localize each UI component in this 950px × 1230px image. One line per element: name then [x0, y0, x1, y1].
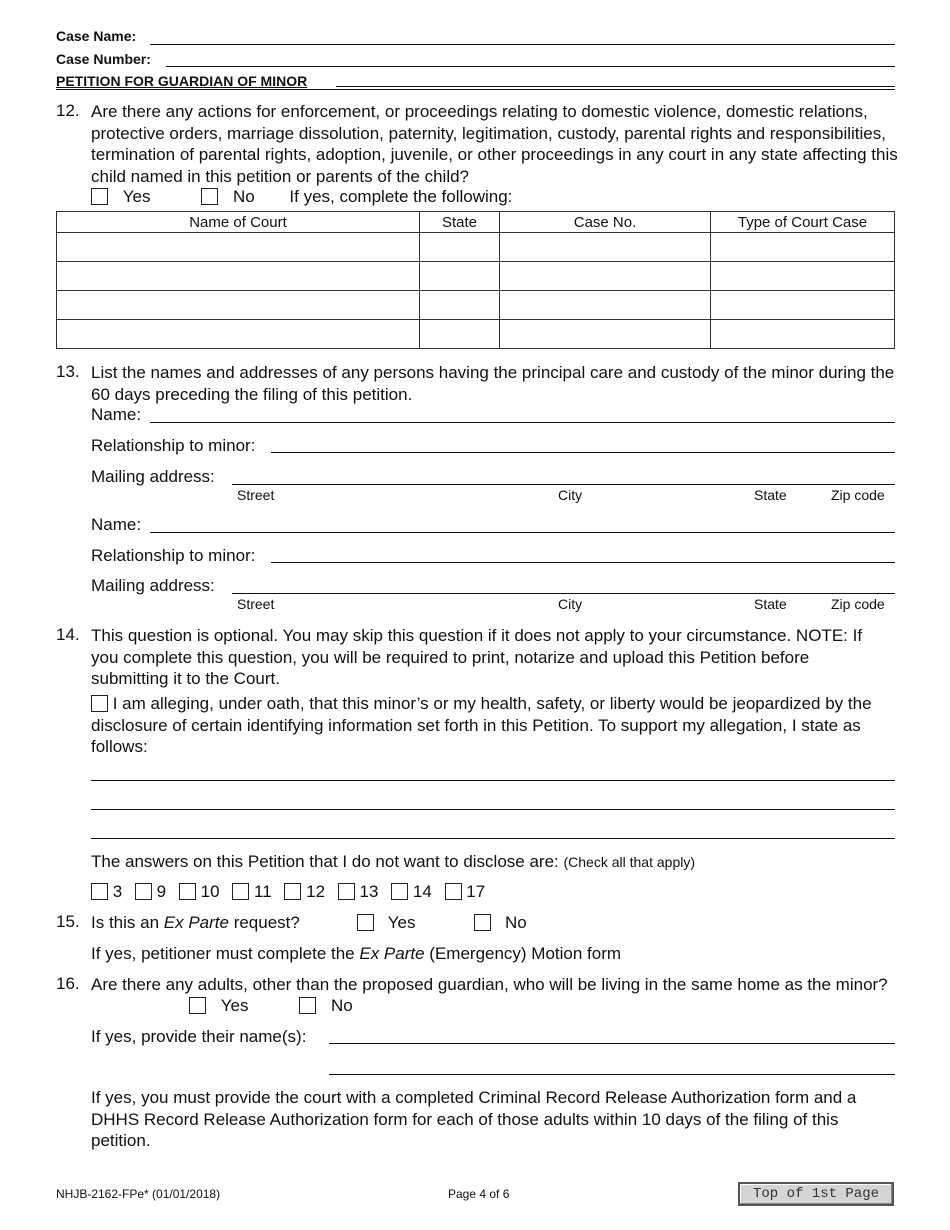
cell[interactable]: [57, 320, 420, 349]
q16-names-field-2[interactable]: [329, 1074, 895, 1075]
cell[interactable]: [420, 320, 500, 349]
form-id: NHJB-2162-FPe* (01/01/2018): [56, 1187, 221, 1201]
q14-disclose: [91, 851, 695, 874]
q12-yes-label: Yes: [122, 187, 151, 206]
q12-number: 12.: [56, 101, 80, 120]
court-table: [56, 211, 895, 349]
col-state: State: [420, 212, 500, 233]
cell[interactable]: [420, 233, 500, 262]
zip-caption: Zip code: [831, 596, 885, 612]
q13-relationship-label-2: Relationship to minor:: [91, 546, 256, 565]
q14-option-12-label: 12: [306, 882, 326, 901]
q14-option-17-label: 17: [466, 882, 486, 901]
q12-no-checkbox[interactable]: [201, 188, 218, 205]
q15-prefix: Is this an: [91, 913, 164, 932]
q14-support-line-3[interactable]: [91, 838, 895, 839]
cell[interactable]: [711, 262, 895, 291]
q15-note-suffix: (Emergency) Motion form: [424, 944, 622, 963]
q16-number: 16.: [56, 974, 80, 993]
q15-note-prefix: If yes, petitioner must complete the: [91, 944, 360, 963]
q14-text: This question is optional. You may skip this question if it does not apply to your circumstance. NOTE: If you complete this question, you will be required to print, notarize and upload this Petition before submitting it to the Court.: [91, 626, 863, 688]
q15-no-checkbox[interactable]: [474, 914, 491, 931]
q15-question: [91, 912, 300, 934]
q13-name-label-1: Name:: [91, 405, 142, 424]
q14-option-11-checkbox[interactable]: [232, 883, 249, 900]
case-name-field[interactable]: [150, 44, 895, 45]
case-number-field[interactable]: [166, 66, 895, 67]
q15-no-label: No: [504, 913, 527, 932]
q15-note: [91, 943, 621, 965]
cell[interactable]: [500, 262, 711, 291]
q13-name-field-1[interactable]: [150, 422, 895, 423]
cell[interactable]: [57, 233, 420, 262]
q13-relationship-label-1: Relationship to minor:: [91, 436, 256, 455]
table-row: [57, 291, 895, 320]
q14-option-3-checkbox[interactable]: [91, 883, 108, 900]
q13-address-label-2: Mailing address:: [91, 576, 215, 595]
cell[interactable]: [500, 291, 711, 320]
page-number: Page 4 of 6: [448, 1187, 510, 1201]
q13-address-field-1[interactable]: [232, 484, 895, 485]
q16-no-checkbox[interactable]: [299, 997, 316, 1014]
q14-option-13-checkbox[interactable]: [338, 883, 355, 900]
q14-option-11-label: 11: [254, 882, 272, 901]
q16-yes-checkbox[interactable]: [189, 997, 206, 1014]
cell[interactable]: [500, 320, 711, 349]
cell[interactable]: [420, 262, 500, 291]
q14-allegation-checkbox[interactable]: [91, 695, 108, 712]
q14-disclose-note: (Check all that apply): [563, 854, 696, 870]
q14-option-17-checkbox[interactable]: [445, 883, 462, 900]
q16-names-label: If yes, provide their name(s):: [91, 1027, 307, 1046]
header-divider: [56, 89, 895, 90]
q13-number: 13.: [56, 362, 80, 381]
q15-yes-label: Yes: [387, 913, 416, 932]
q14-option-14-checkbox[interactable]: [391, 883, 408, 900]
top-of-first-page-button[interactable]: Top of 1st Page: [738, 1182, 894, 1206]
q14-options: [91, 881, 485, 903]
table-row: [57, 262, 895, 291]
q15-suffix: request?: [228, 913, 300, 932]
q16-names-field-1[interactable]: [329, 1043, 895, 1044]
q16-text: Are there any adults, other than the proposed guardian, who will be living in the same home as the minor?: [91, 975, 888, 994]
city-caption: City: [558, 487, 583, 503]
q15-yes-checkbox[interactable]: [357, 914, 374, 931]
q14-support-line-1[interactable]: [91, 780, 895, 781]
street-caption: Street: [237, 596, 275, 612]
cell[interactable]: [420, 291, 500, 320]
q14-allegation-block: [91, 693, 901, 758]
q13-relationship-field-1[interactable]: [271, 452, 895, 453]
q16-options: [189, 995, 353, 1017]
q14-option-9-checkbox[interactable]: [135, 883, 152, 900]
q13-relationship-field-2[interactable]: [271, 562, 895, 563]
col-name-of-court: Name of Court: [57, 212, 420, 233]
q12-options: [91, 186, 791, 208]
col-case-no: Case No.: [500, 212, 711, 233]
form-title: PETITION FOR GUARDIAN OF MINOR: [56, 73, 308, 89]
street-caption: Street: [237, 487, 275, 503]
state-caption: State: [754, 596, 787, 612]
q13-name-label-2: Name:: [91, 515, 142, 534]
q12-no-label: No: [232, 187, 255, 206]
city-caption: City: [558, 596, 583, 612]
q16-note: If yes, you must provide the court with a completed Criminal Record Release Authorization form and a DHHS Record Release Authorization form for each of those adults within 10 days of the filing of this petition.: [91, 1088, 857, 1150]
q14-support-line-2[interactable]: [91, 809, 895, 810]
cell[interactable]: [57, 262, 420, 291]
q15-note-italic: Ex Parte: [359, 944, 425, 963]
q16-no-label: No: [330, 996, 353, 1015]
case-name-label: Case Name:: [56, 28, 137, 44]
q14-option-12-checkbox[interactable]: [284, 883, 301, 900]
cell[interactable]: [711, 233, 895, 262]
q14-option-3-label: 3: [112, 882, 123, 901]
cell[interactable]: [711, 291, 895, 320]
cell[interactable]: [57, 291, 420, 320]
q14-allegation-text: I am alleging, under oath, that this minor’s or my health, safety, or liberty would be jeopardized by the disclosure of certain identifying information set forth in this Petition. To support my allegation, I state as follows:: [91, 694, 872, 756]
cell[interactable]: [500, 233, 711, 262]
cell[interactable]: [711, 320, 895, 349]
court-table-header: [57, 212, 895, 233]
q14-option-9-label: 9: [156, 882, 167, 901]
q12-followup: If yes, complete the following:: [289, 187, 513, 206]
q14-option-10-label: 10: [200, 882, 220, 901]
q12-yes-checkbox[interactable]: [91, 188, 108, 205]
q16-yes-label: Yes: [220, 996, 249, 1015]
q14-option-14-label: 14: [412, 882, 432, 901]
q13-name-field-2[interactable]: [150, 532, 895, 533]
q15-number: 15.: [56, 912, 80, 931]
q13-text: List the names and addresses of any persons having the principal care and custody of the minor during the 60 days preceding the filing of this petition.: [91, 363, 895, 404]
header-divider-top: [336, 86, 895, 87]
q13-address-field-2[interactable]: [232, 593, 895, 594]
table-row: [57, 320, 895, 349]
q15-options: [357, 912, 527, 934]
col-type-of-court-case: Type of Court Case: [711, 212, 895, 233]
q15-italic: Ex Parte: [163, 913, 229, 932]
q14-number: 14.: [56, 625, 80, 644]
q12-text: Are there any actions for enforcement, or proceedings relating to domestic violence, domestic relations, protective orders, marriage dissolution, paternity, legitimation, custody, parental rights and responsibilities, termination of parental rights, adoption, juvenile, or other proceedings in any court in any state affecting this child named in this petition or parents of the child?: [91, 102, 898, 186]
case-number-label: Case Number:: [56, 51, 151, 67]
q14-disclose-label: The answers on this Petition that I do not want to disclose are:: [91, 852, 559, 871]
q14-option-10-checkbox[interactable]: [179, 883, 196, 900]
state-caption: State: [754, 487, 787, 503]
q13-address-label-1: Mailing address:: [91, 467, 215, 486]
zip-caption: Zip code: [831, 487, 885, 503]
table-row: [57, 233, 895, 262]
q14-option-13-label: 13: [359, 882, 379, 901]
